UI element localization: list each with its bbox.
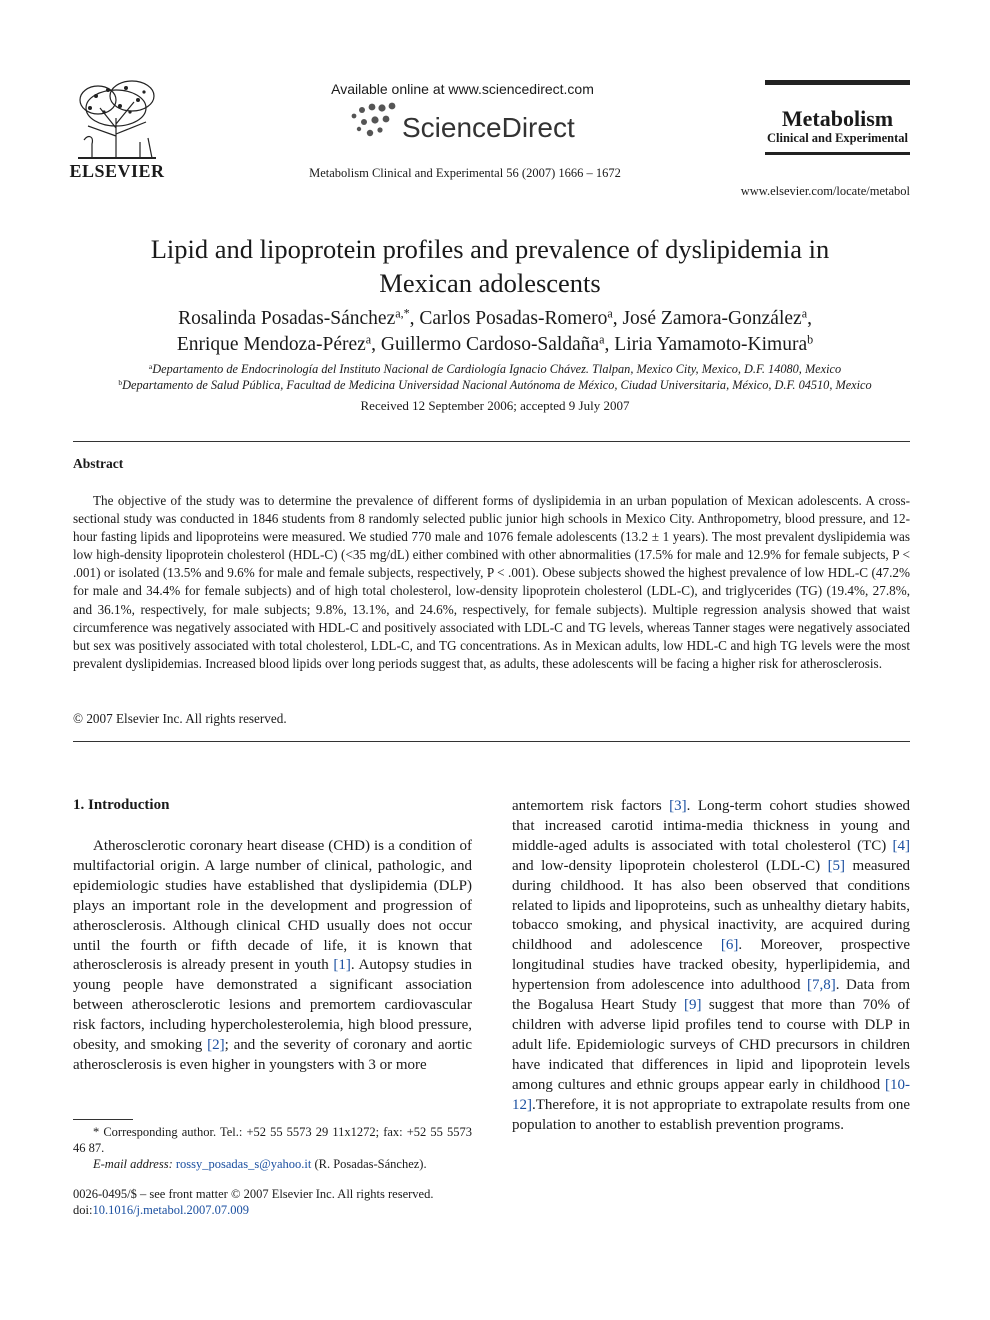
doi-label: doi: [73,1203,93,1217]
body-text: antemortem risk factors [512,798,670,814]
affiliation-text: Departamento de Salud Pública, Facultad de Medicina Universidad Nacional Autónoma de México, Ciudad Universitaria, México, D.F. 04510, Mexico [122,378,872,392]
abstract-heading: Abstract [73,456,124,471]
author-name[interactable]: Carlos Posadas-Romero [419,308,608,329]
journal-subtitle: Clinical and Experimental [767,131,908,145]
body-column-left [73,837,472,1076]
citation-link[interactable]: [4] [892,837,910,854]
journal-url-link[interactable]: www.elsevier.com/locate/metabol [740,184,910,198]
divider [73,741,910,742]
journal-name: Metabolism [781,106,894,131]
citation-link[interactable]: [9] [684,997,702,1014]
issn-notice [73,1186,493,1218]
affiliation-mark: b [118,377,123,387]
author-affiliation-mark: a [607,306,613,321]
author-name[interactable]: Liria Yamamoto-Kimura [614,334,808,355]
body-text: and low-density lipoprotein cholesterol (LDL-C) [512,857,828,874]
body-column-right [512,797,910,1135]
email-label: E-mail address: [93,1157,173,1171]
doi-link[interactable]: 10.1016/j.metabol.2007.07.009 [92,1203,250,1217]
body-text: measured during childhood. It has also been observed that conditions related to lipids and lipoproteins, such as unhealthy dietary habits, tobacco smoking, and physical inactivity, are acquired during childhood and adolescence [512,857,910,954]
author-separator: , [612,308,623,329]
available-online-text: Available online at www.sciencedirect.com [331,81,594,97]
body-text: . Autopsy studies in young people have demonstrated a significant association between atherosclerotic lesions and premortem cardiovascular risk factors, including hypercholesterolemia, high blood pressure, obesity, and smoking [73,957,472,1054]
citation-link[interactable]: [5] [827,857,846,874]
email-owner: (R. Posadas-Sánchez). [314,1157,427,1171]
citation-link[interactable]: [10-12] [512,1076,910,1113]
author-separator: , [807,308,812,329]
author-name[interactable]: José Zamora-González [622,308,802,329]
author-affiliation-mark: a [365,332,372,347]
body-text: . Long-term cohort studies showed that increased carotid intima-media thickness in young and middle-aged adults is associated with total cholesterol (TC) [512,798,910,854]
section-heading: 1. Introduction [73,797,170,813]
email-line [73,1156,472,1172]
author-name[interactable]: Enrique Mendoza-Pérez [176,334,366,355]
body-text: . Data from the Bogalusa Heart Study [512,977,910,1014]
email-link[interactable]: rossy_posadas_s@yahoo.it [175,1157,312,1171]
footnote [73,1124,472,1172]
body-text: suggest that more than 70% of children with adverse lipid profiles tend to course with DLP in adult life. Epidemiologic surveys of CHD precursors in children have indicated that differences in lipid and lipoprotein levels among cultures and ethnic groups appear early in childhood [512,997,910,1093]
citation-link[interactable]: [1] [333,957,351,974]
body-text: ; and the severity of coronary and aortic atherosclerosis is even higher in youngsters with 3 or more [73,1037,472,1073]
author-affiliation-mark: a [599,332,605,347]
publisher-name: ELSEVIER [69,161,165,181]
body-text: . Moreover, prospective longitudinal studies have tracked obesity, hyperlipidemia, and hypertension from adolescence into adulthood [512,937,910,994]
author-affiliation-mark: a [801,306,808,321]
affiliation-text: Departamento de Endocrinología del Instituto Nacional de Cardiología Ignacio Chávez. Tlalpan, Mexico City, Mexico, D.F. 14080, Mexico [152,362,842,376]
journal-citation: Metabolism Clinical and Experimental 56 (2007) 1666 – 1672 [309,166,621,180]
author-separator: , [604,334,615,355]
author-separator: , [371,334,381,355]
author-affiliation-mark: a,* [395,306,410,321]
citation-link[interactable]: [7,8] [807,977,836,994]
author-separator: , [409,308,420,329]
paper-title-line-1: Lipid and lipoprotein profiles and prevalence of dyslipidemia in [150,234,830,264]
corresponding-author-note: * Corresponding author. Tel.: +52 55 5573 29 11x1272; fax: +52 55 5573 46 87. [73,1125,472,1155]
paper-title [90,232,890,300]
sciencedirect-logo [346,102,586,144]
citation-link[interactable]: [3] [669,798,687,814]
journal-rule-bottom [765,152,910,155]
divider [73,441,910,442]
author-name[interactable]: Guillermo Cardoso-Saldaña [380,334,600,355]
received-dates: Received 12 September 2006; accepted 9 July 2007 [360,398,630,413]
body-text: Atherosclerotic coronary heart disease (CHD) is a condition of multifactorial origin. A large number of clinical, pathologic, and epidemiologic studies have established that dyslipidemia (DLP) plays an important role in the development and progression of atherosclerosis. Although clinical CHD usually does not occur until the fourth or fifth decade of life, it is known that atherosclerosis is already present in youth [73,838,472,974]
journal-rule-top [765,80,910,85]
footnote-rule [73,1119,133,1120]
front-matter-notice: 0026-0495/$ – see front matter © 2007 Elsevier Inc. All rights reserved. [73,1187,434,1201]
sciencedirect-wordmark: ScienceDirect [402,112,575,143]
affiliation-b [70,378,920,393]
affiliation-a [70,362,920,377]
affiliation-mark: a [148,361,153,371]
body-text: .Therefore, it is not appropriate to extrapolate results from one population to another to establish prevention programs. [512,1096,910,1133]
abstract-copyright: © 2007 Elsevier Inc. All rights reserved. [73,711,287,726]
author-affiliation-mark: b [807,332,814,347]
paper-title-line-2: Mexican adolescents [379,268,601,298]
citation-link[interactable]: [2] [207,1037,225,1054]
author-name[interactable]: Rosalinda Posadas-Sánchez [178,308,396,329]
author-list [70,306,920,358]
citation-link[interactable]: [6] [720,937,739,954]
abstract-text: The objective of the study was to determine the prevalence of different forms of dyslipidemia in an urban population of Mexican adolescents. A cross-sectional study was conducted in 1846 students from 8 randomly selected public junior high schools in Mexico City. Anthropometry, blood pressure, and 12-hour fasting lipids and lipoproteins were measured. We studied 770 male and 1076 female adolescents (13.2 ± 1 years). The most prevalent dyslipidemia was low high-density lipoprotein cholesterol (HDL-C) (<35 mg/dL) either combined with other abnormalities (17.5% for male and 12.9% for female subjects, P < .001) or isolated (13.5% and 9.6% for male and female subjects, respectively, P < .001). Obese subjects showed the highest prevalence of low HDL-C (47.2% for male and 34.4% for female subjects) and of high total cholesterol, low-density lipoprotein cholesterol (LDL-C), and triglycerides (TG) (19.4%, 27.8%, and 36.1%, respectively, for male subjects; 9.8%, 13.1%, and 24.6%, respectively, for female subjects). Multiple regression analysis showed that waist circumference was negatively associated with HDL-C and positively associated with LDL-C and TG levels, whereas Tanner stages were negatively associated but sex was positively associated with total cholesterol, LDL-C, and TG concentrations. As in Mexican adults, low HDL-C and high TG levels were the most prevalent dyslipidemias. Increased blood lipids over long periods suggest that, as adults, these adolescents will be facing a higher risk for atherosclerosis. [73,493,910,671]
